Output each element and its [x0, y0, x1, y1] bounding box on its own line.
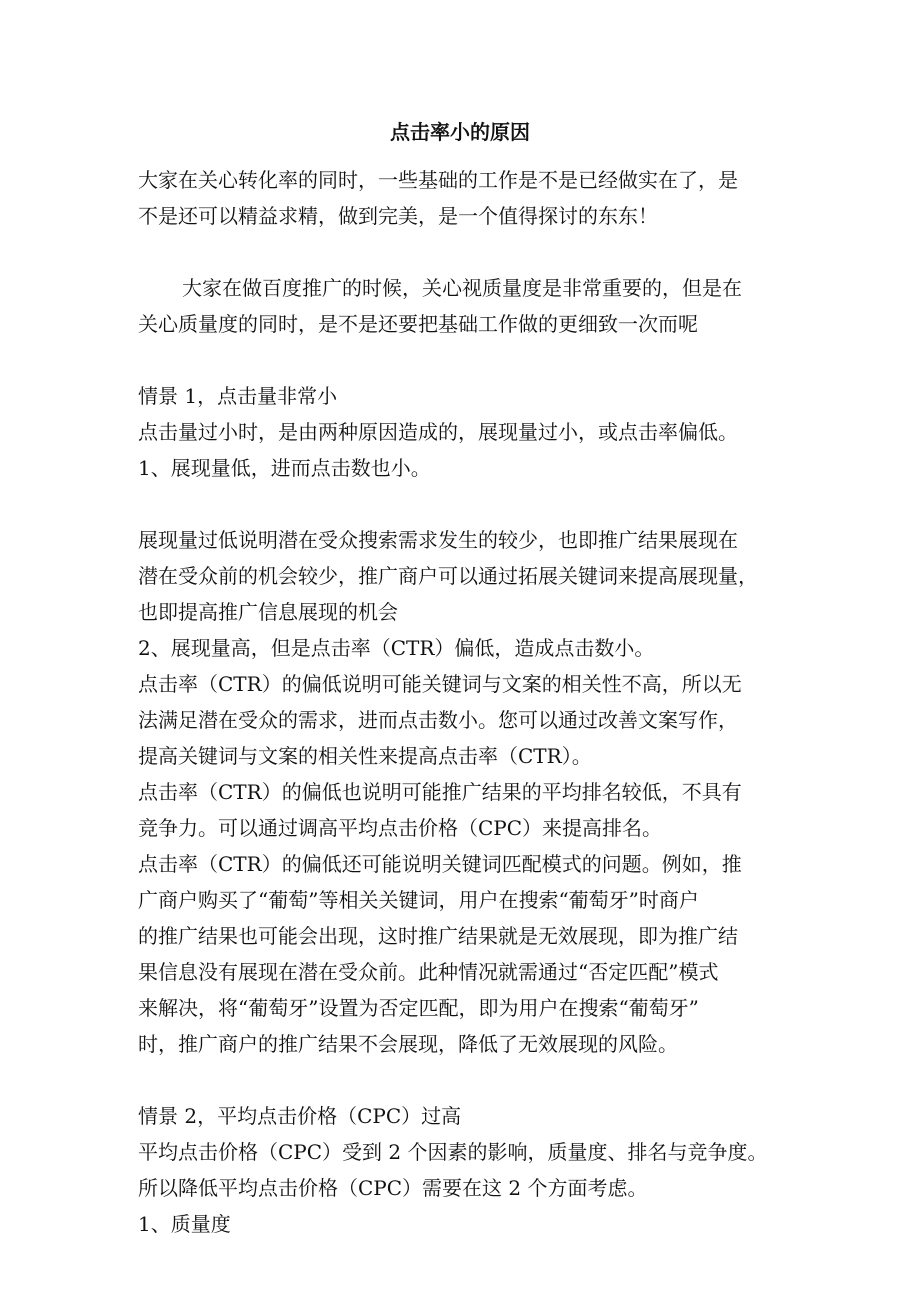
- scenario2-line-3: 1、质量度: [138, 1212, 231, 1236]
- detail-line-10: 点击率（CTR）的偏低还可能说明关键词匹配模式的问题。例如，推: [138, 852, 742, 876]
- detail-line-15: 时，推广商户的推广结果不会展现，降低了无效展现的风险。: [138, 1032, 678, 1056]
- blank-line: [138, 234, 798, 270]
- detail-line-7: 提高关键词与文案的相关性来提高点击率（CTR）。: [138, 744, 592, 768]
- detail-line-12: 的推广结果也可能会出现，这时推广结果就是无效展现，即为推广结: [138, 924, 738, 948]
- scenario2-line-1: 平均点击价格（CPC）受到 2 个因素的影响，质量度、排名与竞争度。: [138, 1140, 768, 1164]
- para1-line-2: 关心质量度的同时，是不是还要把基础工作做的更细致一次而呢: [138, 312, 698, 336]
- detail-line-1: 展现量过低说明潜在受众搜索需求发生的较少，也即推广结果展现在: [138, 528, 738, 552]
- detail-line-4: 2、展现量高，但是点击率（CTR）偏低，造成点击数小。: [138, 636, 655, 660]
- detail-line-14: 来解决，将“葡萄牙”设置为否定匹配，即为用户在搜索“葡萄牙”: [138, 996, 699, 1020]
- blank-line: [138, 342, 798, 378]
- intro-line-2: 不是还可以精益求精，做到完美，是一个值得探讨的东东！: [138, 204, 658, 228]
- blank-line: [138, 1062, 798, 1098]
- scenario2-line-2: 所以降低平均点击价格（CPC）需要在这 2 个方面考虑。: [138, 1176, 648, 1200]
- document-body: [138, 162, 798, 1242]
- document-title: 点击率小的原因: [390, 120, 530, 144]
- scenario1-line-1: 点击量过小时，是由两种原因造成的，展现量过小，或点击率偏低。: [138, 420, 738, 444]
- scenario1-line-2: 1、展现量低，进而点击数也小。: [138, 456, 431, 480]
- detail-line-9: 竞争力。可以通过调高平均点击价格（CPC）来提高排名。: [138, 816, 663, 840]
- intro-line-1: 大家在关心转化率的同时，一些基础的工作是不是已经做实在了，是: [138, 168, 738, 192]
- detail-line-5: 点击率（CTR）的偏低说明可能关键词与文案的相关性不高，所以无: [138, 672, 742, 696]
- scenario2-heading: 情景 2，平均点击价格（CPC）过高: [138, 1104, 462, 1128]
- detail-line-13: 果信息没有展现在潜在受众前。此种情况就需通过“否定匹配”模式: [138, 960, 719, 984]
- scenario1-heading: 情景 1，点击量非常小: [138, 384, 338, 408]
- detail-line-3: 也即提高推广信息展现的机会: [138, 600, 398, 624]
- blank-line: [138, 486, 798, 522]
- detail-line-11: 广商户购买了“葡萄”等相关关键词，用户在搜索“葡萄牙”时商户: [138, 888, 699, 912]
- detail-line-8: 点击率（CTR）的偏低也说明可能推广结果的平均排名较低，不具有: [138, 780, 742, 804]
- detail-line-2: 潜在受众前的机会较少，推广商户可以通过拓展关键词来提高展现量，: [138, 564, 758, 588]
- detail-line-6: 法满足潜在受众的需求，进而点击数小。您可以通过改善文案写作，: [138, 708, 738, 732]
- para1-line-1: 大家在做百度推广的时候，关心视质量度是非常重要的，但是在: [182, 276, 742, 300]
